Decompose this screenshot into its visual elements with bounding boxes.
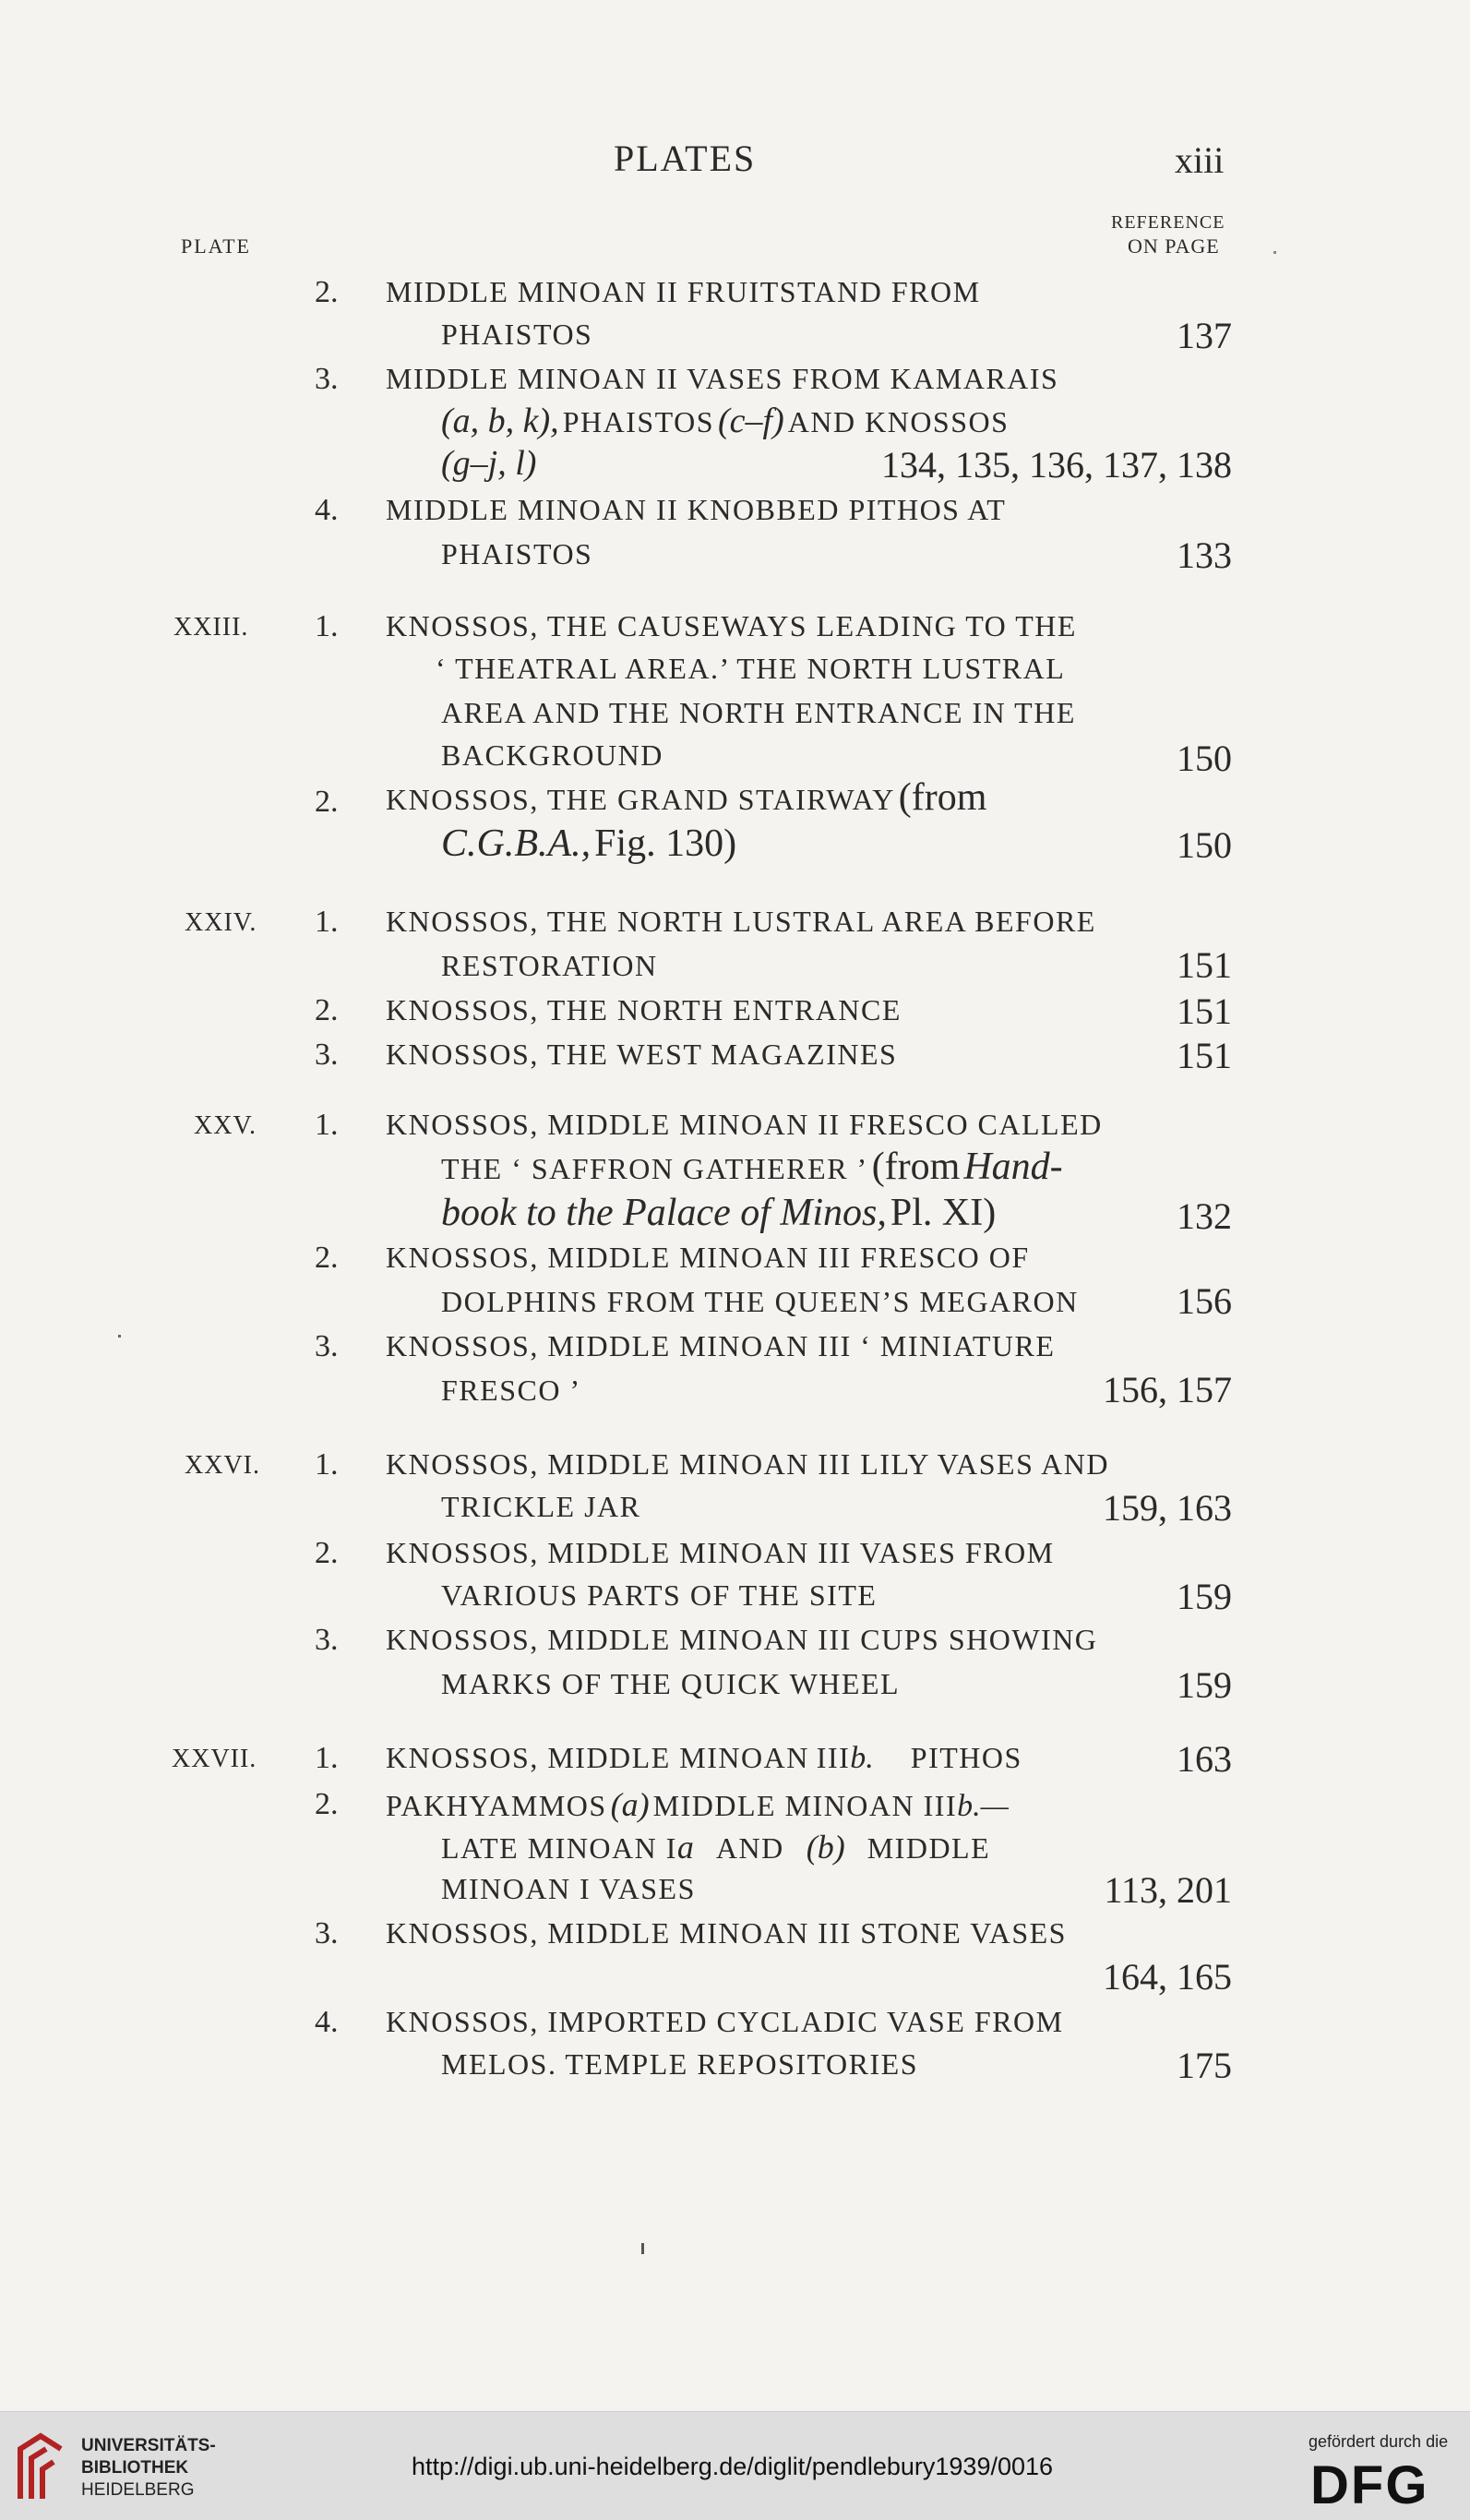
entry-caption-line: MARKS OF THE QUICK WHEEL [441,1667,901,1700]
entry-page-ref: 163 [1177,1738,1232,1780]
entry-page-ref: 156 [1177,1280,1232,1322]
library-logo-icon [13,2429,72,2506]
entry-page-ref: 134, 135, 136, 137, 138 [881,444,1232,486]
entry-number: 4. [315,493,339,527]
entry-caption-line: (g–j, l) [441,444,537,483]
caption-text: III [816,1741,851,1774]
entry-caption-line: KNOSSOS, THE NORTH ENTRANCE [386,993,902,1026]
caption-text: MIDDLE [866,1831,991,1865]
entry-page-ref: 156, 157 [1103,1369,1232,1410]
caption-text: MIDDLE MINOAN III [652,1789,958,1822]
dfg-logo: DFG [1310,2455,1429,2515]
entry-caption-line [386,1785,1009,1824]
column-header-plate: PLATE [181,234,251,258]
entry-caption-line: VARIOUS PARTS OF THE SITE [441,1578,878,1612]
caption-text: KNOSSOS, THE GRAND STAIRWAY [386,783,895,816]
entry-caption-line: KNOSSOS, MIDDLE MINOAN III FRESCO OF [386,1241,1030,1274]
entry-number: 2. [315,1536,339,1570]
entry-number: 3. [315,362,339,396]
caption-text: (from [871,1146,961,1188]
permalink-url[interactable]: http://digi.ub.uni-heidelberg.de/diglit/pendlebury1939/0016 [412,2453,1054,2480]
entry-number: 3. [315,1329,339,1363]
caption-italic: (a) [610,1786,650,1823]
ink-speck [118,1335,121,1338]
entry-number: 3. [315,1916,339,1950]
entry-page-ref: 159 [1177,1664,1232,1706]
entry-number: 3. [315,1038,339,1072]
entry-caption-line: KNOSSOS, MIDDLE MINOAN III ‘ MINIATURE [386,1329,1056,1362]
caption-italic: (c–f) [718,402,784,440]
entry-caption-line: KNOSSOS, IMPORTED CYCLADIC VASE FROM [386,2005,1064,2038]
entry-number: 2. [315,1241,339,1275]
entry-number: 3. [315,1623,339,1657]
entry-number: 2. [315,993,339,1027]
entry-page-ref: 150 [1177,824,1232,866]
entry-caption-line: TRICKLE JAR [441,1490,641,1523]
entry-page-ref: 164, 165 [1103,1956,1232,1998]
entry-caption-line: KNOSSOS, MIDDLE MINOAN III CUPS SHOWING [386,1623,1098,1656]
entry-caption-line [386,775,986,820]
caption-italic: C.G.B.A., [441,822,592,865]
entry-page-ref: 132 [1177,1195,1232,1237]
caption-italic: a [676,1829,694,1866]
entry-page-ref: 133 [1177,534,1232,576]
library-name: BIBLIOTHEK [81,2458,189,2478]
entry-caption-line [441,1145,1063,1189]
entry-caption-line: AREA AND THE NORTH ENTRANCE IN THE [441,696,1076,729]
funder-text: gefördert durch die [1309,2432,1449,2451]
column-header-on-page: ON PAGE [1128,234,1220,258]
entry-caption-line: KNOSSOS, THE WEST MAGAZINES [386,1038,898,1071]
entry-caption-line [441,1828,990,1866]
entry-number: 4. [315,2005,339,2039]
caption-text: Fig. 130) [594,822,737,865]
entry-caption-line: MIDDLE MINOAN II KNOBBED PITHOS AT [386,493,1007,526]
entry-page-ref: 150 [1177,738,1232,779]
caption-text: LATE MINOAN I [441,1831,677,1865]
caption-text: AND KNOSSOS [787,405,1010,438]
entry-caption-line: KNOSSOS, MIDDLE MINOAN III STONE VASES [386,1916,1067,1950]
viewer-footer [0,2411,1470,2520]
entry-number: 1. [315,1741,339,1775]
entry-caption-line: DOLPHINS FROM THE QUEEN’S MEGARON [441,1285,1079,1318]
entry-number: 2. [315,275,339,309]
caption-italic: (a, b, k), [441,402,559,440]
entry-page-ref: 159 [1177,1576,1232,1617]
plate-number: XXVII. [172,1745,257,1773]
caption-italic: book to the Palace of Minos, [441,1192,887,1234]
entry-caption-line [441,401,1009,441]
entry-caption-line: KNOSSOS, MIDDLE MINOAN II FRESCO CALLED [386,1108,1103,1141]
entry-caption-line: FRESCO ’ [441,1374,581,1407]
caption-text: (from [898,776,987,819]
entry-caption-line: MIDDLE MINOAN II FRUITSTAND FROM [386,275,981,308]
entry-caption-line: KNOSSOS, THE NORTH LUSTRAL AREA BEFORE [386,905,1096,938]
entry-caption-line [386,1741,1022,1776]
entry-caption-line: KNOSSOS, MIDDLE MINOAN III VASES FROM [386,1536,1055,1569]
caption-text: AND [715,1831,784,1865]
entry-caption-line: PHAISTOS [441,537,593,570]
entry-number: 2. [315,785,339,819]
entry-number: 1. [315,1447,339,1482]
entry-page-ref: 113, 201 [1104,1869,1232,1911]
entry-caption-line: PHAISTOS [441,318,593,351]
caption-italic: b.— [957,1789,1009,1823]
library-name: HEIDELBERG [81,2480,195,2500]
page-title: PLATES [614,138,757,179]
caption-text: THE ‘ SAFFRON GATHERER ’ [441,1152,868,1185]
caption-text: KNOSSOS, MIDDLE MINOAN [386,1741,809,1774]
page-number: xiii [1175,139,1225,181]
entry-caption-line [441,822,736,866]
entry-caption-line: MELOS. TEMPLE REPOSITORIES [441,2047,918,2081]
caption-italic: Hand- [963,1146,1063,1188]
entry-caption-line: RESTORATION [441,949,658,982]
entry-caption-line: KNOSSOS, THE CAUSEWAYS LEADING TO THE [386,609,1077,642]
entry-caption-line: BACKGROUND [441,738,663,772]
entry-caption-line [441,1191,996,1235]
entry-page-ref: 151 [1177,1035,1232,1076]
caption-text: PHAISTOS [562,405,715,438]
plate-number: XXIII. [173,613,249,642]
caption-text: PAKHYAMMOS [386,1789,607,1822]
entry-page-ref: 159, 163 [1103,1487,1232,1529]
plate-number: XXV. [194,1111,257,1140]
library-name: UNIVERSITÄTS- [81,2436,216,2455]
caption-italic: (b) [806,1829,845,1866]
ink-speck [641,2243,644,2254]
entry-number: 2. [315,1787,339,1821]
ink-speck [1273,251,1276,254]
caption-text: PITHOS [910,1741,1022,1774]
entry-number: 1. [315,1108,339,1142]
entry-page-ref: 137 [1177,315,1232,356]
entry-caption-line: MIDDLE MINOAN II VASES FROM KAMARAIS [386,362,1059,395]
entry-page-ref: 151 [1177,944,1232,986]
entry-number: 1. [315,905,339,939]
plate-number: XXVI. [185,1451,260,1480]
column-header-reference: REFERENCE [1111,212,1225,233]
plate-number: XXIV. [185,908,257,937]
entry-page-ref: 151 [1177,990,1232,1032]
entry-caption-line: MINOAN I VASES [441,1872,696,1905]
caption-text: Pl. XI) [890,1192,997,1234]
entry-number: 1. [315,609,339,643]
entry-caption-line: ‘ THEATRAL AREA.’ THE NORTH LUSTRAL [436,652,1066,685]
entry-caption-line: KNOSSOS, MIDDLE MINOAN III LILY VASES AND [386,1447,1109,1481]
entry-page-ref: 175 [1177,2045,1232,2086]
caption-italic: b. [850,1741,874,1775]
